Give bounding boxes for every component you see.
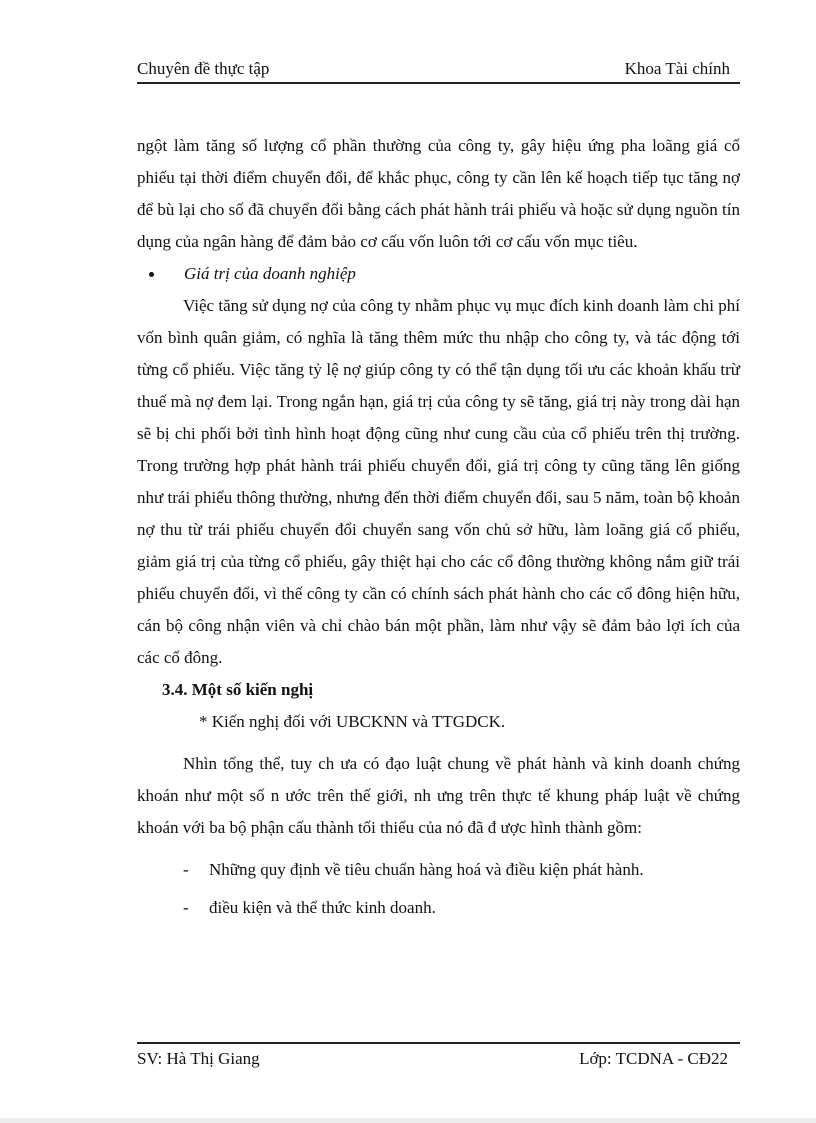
dash-marker: - [183,898,189,917]
dash-list-item-text: điều kiện và thể thức kinh doanh. [209,898,436,917]
page-body [137,130,740,924]
dash-list-item [137,854,740,886]
bullet-item-label: Giá trị của doanh nghiệp [184,264,356,283]
dash-marker: - [183,860,189,879]
header-department: Khoa Tài chính [624,59,730,78]
page-bottom-edge [0,1118,816,1123]
footer-student: SV: Hà Thị Giang [137,1049,260,1068]
section-heading: 3.4. Một số kiến nghị [162,680,314,699]
bullet-dot-icon [149,272,154,277]
paragraph-enterprise-value: Việc tăng sử dụng nợ của công ty nhằm phục vụ mục đích kinh doanh làm chi phí vốn bình quân giảm, có nghĩa là tăng thêm mức thu nhập cho công ty, và tác động tới từng cổ phiếu. Việc tăng tỷ lệ nợ giúp công ty có thể tận dụng tối ưu các khoản khấu trừ thuế mà nợ đem lại. Trong ngắn hạn, giá trị của công ty sẽ tăng, giá trị này trong dài hạn sẽ bị chi phối bởi tình hình hoạt động cũng như cung cầu của cổ phiếu trên thị trường. Trong trường hợp phát hành trái phiếu chuyển đổi, giá trị công ty cũng tăng lên giống như trái phiếu thông thường, nhưng đến thời điểm chuyển đổi, sau 5 năm, toàn bộ khoản nợ thu từ trái phiếu chuyển đổi chuyển sang vốn chủ sở hữu, làm loãng giá cổ phiếu, giảm giá trị của từng cổ phiếu, gây thiệt hại cho các cổ đông thường không nắm giữ trái phiếu chuyển đổi, vì thế công ty cần có chính sách phát hành cho các cổ đông hiện hữu, cán bộ công nhận viên và chỉ chào bán một phần, làm như vậy sẽ đảm bảo lợi ích của các cổ đông. [137,296,740,667]
paragraph-continuation: ngột làm tăng số lượng cổ phần thường của công ty, gây hiệu ứng pha loãng giá cổ phiếu tại thời điểm chuyển đổi, để khắc phục, công ty cần lên kế hoạch tiếp tục tăng nợ để bù lại cho số đã chuyển đổi bằng cách phát hành trái phiếu và hoặc sử dụng nguồn tín dụng của ngân hàng để đảm bảo cơ cấu vốn luôn tới cơ cấu vốn mục tiêu. [137,136,740,251]
dash-list-item [137,892,740,924]
page-footer [137,1042,740,1074]
paragraph-overview: Nhìn tổng thể, tuy ch ưa có đạo luật chung về phát hành và kinh doanh chứng khoán như một số n ước trên thế giới, nh ưng trên thực tế khung pháp luật về chứng khoán với ba bộ phận cấu thành tối thiểu của nó đã đ ược hình thành gồm: [137,754,740,837]
sub-heading: * Kiến nghị đối với UBCKNN và TTGDCK. [199,712,506,731]
dash-list-item-text: Những quy định về tiêu chuẩn hàng hoá và điều kiện phát hành. [209,860,644,879]
bullet-item [137,258,740,290]
footer-class: Lớp: TCDNA - CĐ22 [579,1049,728,1068]
header-title: Chuyên đề thực tập [137,59,270,78]
page-header [137,58,740,84]
